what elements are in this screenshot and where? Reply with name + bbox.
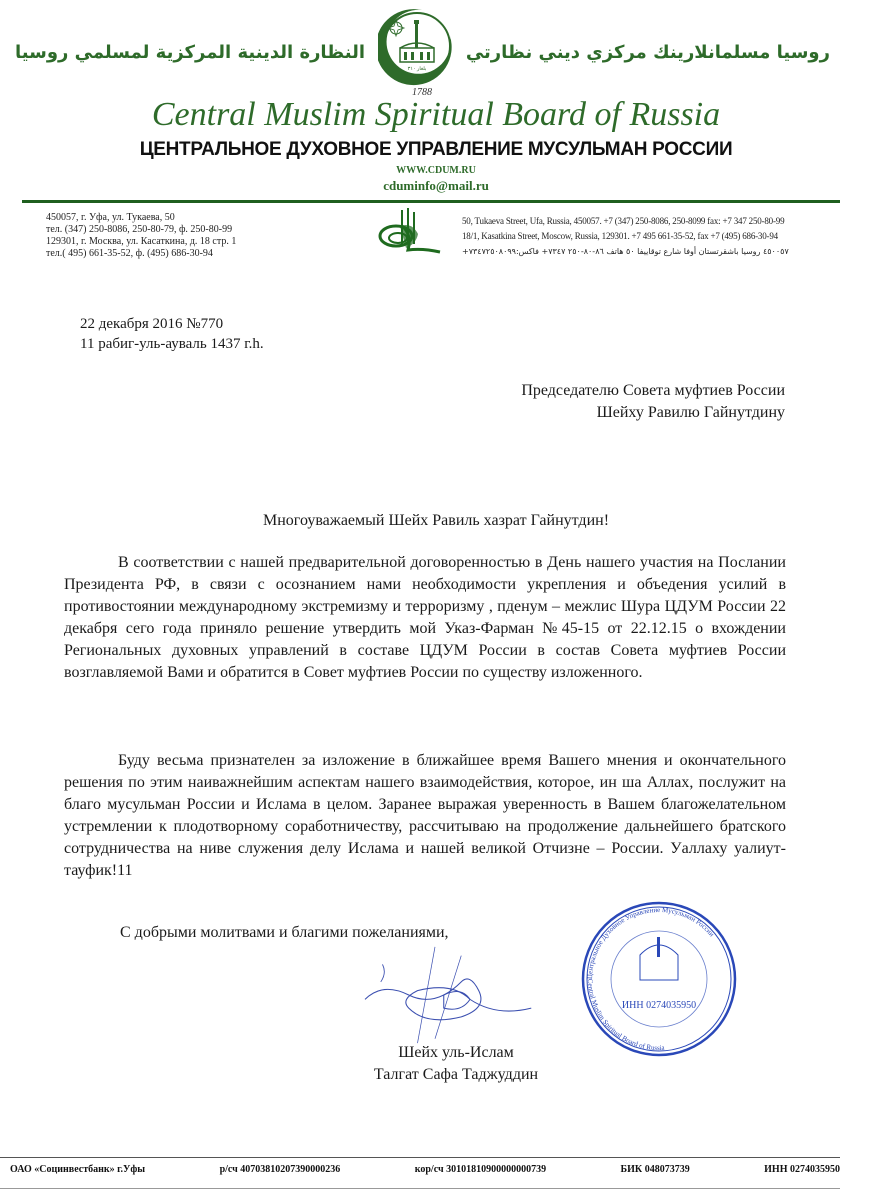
paragraph-text: В соответствии с нашей предварительной договоренностью в День нашего участия на Послании Президента РФ, в связи с осознанием нами необходимости укрепления и объедения усилий в противостоянии международному экстремизму и терроризму , пденум – межлис Шура ЦДУМ России 22 декабря сего года приняло решение утвердить мой Указ-Фарман №45-15 от 22.12.15 о вхождении Региональных духовных управлений в составе ЦДУМ России в состав Совета муфтиев России возглавляемой Вами и обратится в Совет муфтиев России по существу изложенного. [64, 554, 786, 681]
address-line: тел. (347) 250-8086, 250-80-79, ф. 250-80-99 [46, 224, 233, 235]
bank-details-footer [10, 1164, 840, 1175]
stamp-inn: ИНН 0274035950 [621, 1000, 697, 1011]
footer-divider-top [0, 1157, 840, 1158]
recipient-line: Шейху Равилю Гайнутдину [596, 404, 785, 421]
address-line-arabic: ٤٥٠٠٥٧ روسيا باشقرتستان أوفا شارع توقاييفا ٥٠ هاتف ٨٦-٨٠-٢٥٠ ٧٣٤٧+ فاكس:٧٣٤٧٢٥٠٨٠٩٩+ [462, 247, 789, 256]
website-link[interactable]: WWW.CDUM.RU [396, 165, 476, 176]
stamp-text-english: Central Muslim Spiritual Board of Russia [585, 978, 665, 1052]
header-divider [22, 200, 840, 203]
address-line: 129301, г. Москва, ул. Касаткина, д. 18 стр. 1 [46, 236, 237, 247]
settlement-account: р/сч 40703810207390000236 [219, 1164, 341, 1175]
salutation: Многоуважаемый Шейх Равиль хазрат Гайнутдин! [262, 512, 610, 529]
signer-name: Талгат Сафа Таджуддин [373, 1066, 539, 1083]
handwritten-signature [330, 945, 540, 1045]
signer-block [340, 1042, 572, 1086]
bank-name: ОАО «Социнвестбанк» г.Уфы [10, 1164, 146, 1175]
address-line: тел.( 495) 661-35-52, ф. (495) 686-30-94 [46, 248, 213, 259]
signer-title: Шейх уль-Ислам [398, 1044, 514, 1061]
recipient-line: Председателю Совета муфтиев России [521, 382, 785, 399]
letter-date: 22 декабря 2016 №770 [80, 316, 224, 332]
paragraph-text: Буду весьма признателен за изложение в ближайшее время Вашего мнения и окончательного решения по этим наиважнейшим аспектам нашего взаимодействия, которое, ин ша Аллах, послужит на благо мусульман России и Ислама в целом. Заранее выражая уверенность в Вашем благожелательном устремлении к плодотворному соработничеству, рассчитываю на продолжение дальнейшего братского сотрудничества на ниве служения делу Ислама и нашей великой Отчизне – России. Уаллаху уалиут-тауфик!11 [64, 752, 786, 879]
arabic-org-name-right: روسيا مسلمانلارينك مركزي ديني نظارتي [465, 42, 830, 63]
inn-code: ИНН 0274035950 [764, 1164, 840, 1175]
hijri-date: 11 рабиг-уль-ауваль 1437 г.h. [80, 336, 264, 352]
recipient-block [0, 380, 785, 424]
address-line: 18/1, Kasatkina Street, Moscow, Russia, 129301. +7 495 661-35-52, fax +7 (495) 686-30-94 [462, 231, 778, 241]
address-line: 50, Tukaeva Street, Ufa, Russia, 450057. +7 (347) 250-8086, 250-8099 fax: +7 347 250-80-99 [462, 216, 785, 226]
org-name-russian: ЦЕНТРАЛЬНОЕ ДУХОВНОЕ УПРАВЛЕНИЕ МУСУЛЬМАН РОССИИ [139, 139, 733, 160]
bik-code: БИК 048073739 [620, 1164, 690, 1175]
emblem-text: بلغار ٣١٠ [407, 67, 427, 72]
address-russian [46, 212, 346, 260]
date-block [80, 314, 264, 354]
arabic-org-name-left: النظارة الدينية المركزية لمسلمي روسيا [15, 42, 365, 63]
founded-year: 1788 [412, 87, 432, 98]
body-paragraph [64, 552, 786, 684]
email-link[interactable]: cduminfo@mail.ru [383, 178, 489, 193]
tughra-icon [372, 204, 442, 260]
address-english [462, 214, 862, 259]
correspondent-account: кор/сч 30101810900000000739 [414, 1164, 547, 1175]
address-line: 450057, г. Уфа, ул. Тукаева, 50 [46, 212, 175, 223]
crescent-mosque-emblem-icon [378, 6, 456, 90]
official-stamp [580, 900, 738, 1058]
stamp-text-russian: Центральное Духовное Управление Мусульман России [585, 906, 716, 980]
footer-divider-bottom [0, 1188, 840, 1189]
closing-line: С добрыми молитвами и благими пожеланиями, [120, 924, 449, 941]
org-name-english: Central Muslim Spiritual Board of Russia [151, 96, 721, 133]
body-paragraph [64, 750, 786, 882]
